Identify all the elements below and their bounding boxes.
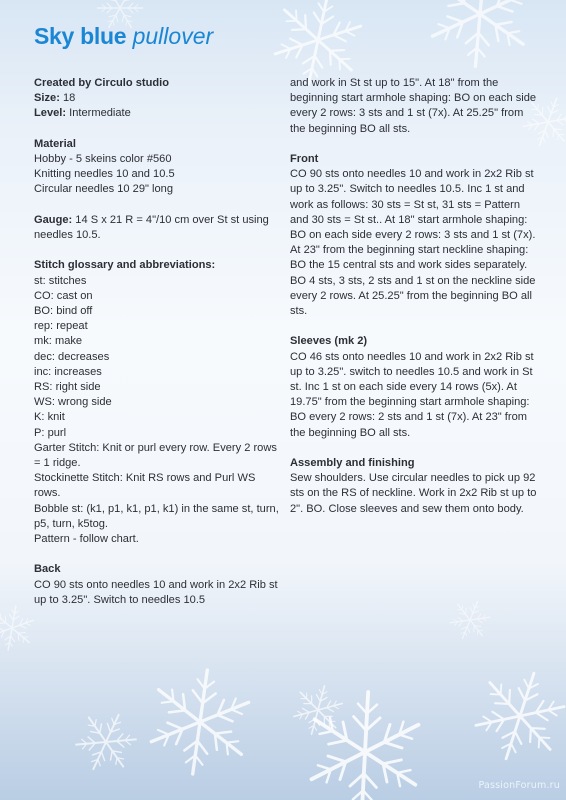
level-value: Intermediate [66, 107, 131, 120]
glossary-item: WS: wrong side [34, 396, 112, 409]
glossary-item: rep: repeat [34, 320, 88, 333]
snowflake-icon [464, 660, 566, 773]
glossary-item: dec: decreases [34, 350, 110, 363]
glossary-item: Pattern - follow chart. [34, 533, 139, 546]
level-line [34, 106, 282, 121]
gauge-paragraph [34, 213, 282, 243]
snowflake-icon [303, 689, 426, 800]
size-label: Size: [34, 92, 60, 105]
material-heading: Material [34, 137, 76, 150]
back-heading: Back [34, 563, 61, 576]
level-label: Level: [34, 107, 67, 120]
glossary-item: CO: cast on [34, 289, 93, 302]
left-column [34, 76, 282, 608]
right-column [290, 76, 540, 517]
snowflake-icon [444, 594, 495, 646]
snowflake-icon [288, 680, 348, 741]
glossary-item: inc: increases [34, 365, 102, 378]
snowflake-icon [424, 0, 535, 71]
gauge-text: 14 S x 21 R = 4"/10 cm over St st using needles 10.5. [34, 213, 269, 241]
snowflake-icon [67, 702, 145, 781]
glossary-item: st: stitches [34, 274, 87, 287]
glossary-item: mk: make [34, 335, 83, 348]
material-item: Circular needles 10 29" long [34, 183, 173, 196]
material-item: Hobby - 5 skeins color #560 [34, 153, 172, 165]
snowflake-icon [142, 663, 258, 781]
created-by-line: Created by Circulo studio [34, 77, 169, 89]
size-value: 18 [59, 92, 76, 105]
back-text: CO 90 sts onto needles 10 and work in 2x2 Rib st up to 3.25". Switch to needles 10.5 [34, 578, 278, 606]
front-text: CO 90 sts onto needles 10 and work in 2x2 Rib st up to 3.25". Switch to needles 10.5. Inc 1 st and work as follows: 30 sts = St st, 31 sts = Pattern and 30 sts = St st.. At 18" start armhole shaping: BO on each side every 2 rows: 3 sts and 1 st (7x). At 23" from the beginning start neckline shaping: BO the 15 central sts and work sides separately. BO 4 sts, 3 sts, 2 sts and 1 st on the neckline side every 2 rows. At 25.25" from the beginning BO all sts. [290, 168, 536, 318]
gauge-label: Gauge: [34, 213, 73, 226]
title-bold: Sky blue [34, 23, 127, 49]
glossary-item: Garter Stitch: Knit or purl every row. Every 2 rows = 1 ridge. [34, 441, 277, 470]
snowflake-icon [0, 602, 38, 654]
glossary-item: RS: right side [34, 381, 101, 394]
assembly-heading: Assembly and finishing [290, 457, 415, 470]
sleeves-text: CO 46 sts onto needles 10 and work in 2x2 Rib st up to 3.25". switch to needles 10.5 and work in St st. Inc 1 st on each side every 14 rows (5x). At 19.75" from the beginning start armhole shaping: BO every 2 rows: 2 sts and 1 st (7x). At 23" from the beginning BO all sts. [290, 350, 534, 439]
page-title [34, 22, 213, 50]
back-continued-text: and work in St st up to 15". At 18" from the beginning start armhole shaping: BO on each side every 2 rows: 3 sts and 1 st (7x). At 25.25" from the beginning BO all sts. [290, 77, 537, 135]
assembly-text: Sew shoulders. Use circular needles to pick up 92 sts on the RS of neckline. Work in 2x2 Rib st up to 2". BO. Close sleeves and sew them onto body. [290, 472, 537, 515]
sleeves-heading: Sleeves (mk 2) [290, 335, 368, 348]
title-italic: pullover [132, 23, 214, 49]
glossary-item: Bobble st: (k1, p1, k1, p1, k1) in the same st, turn, p5, turn, k5tog. [34, 502, 279, 530]
glossary-item: P: purl [34, 426, 67, 439]
glossary-item: Stockinette Stitch: Knit RS rows and Purl WS rows. [34, 472, 256, 500]
front-heading: Front [290, 153, 319, 165]
glossary-heading: Stitch glossary and abbreviations: [34, 259, 216, 272]
watermark: PassionForum.ru [478, 780, 560, 791]
material-item: Knitting needles 10 and 10.5 [34, 168, 175, 181]
glossary-item: BO: bind off [34, 305, 93, 317]
glossary-item: K: knit [34, 411, 65, 424]
size-line [34, 91, 282, 106]
